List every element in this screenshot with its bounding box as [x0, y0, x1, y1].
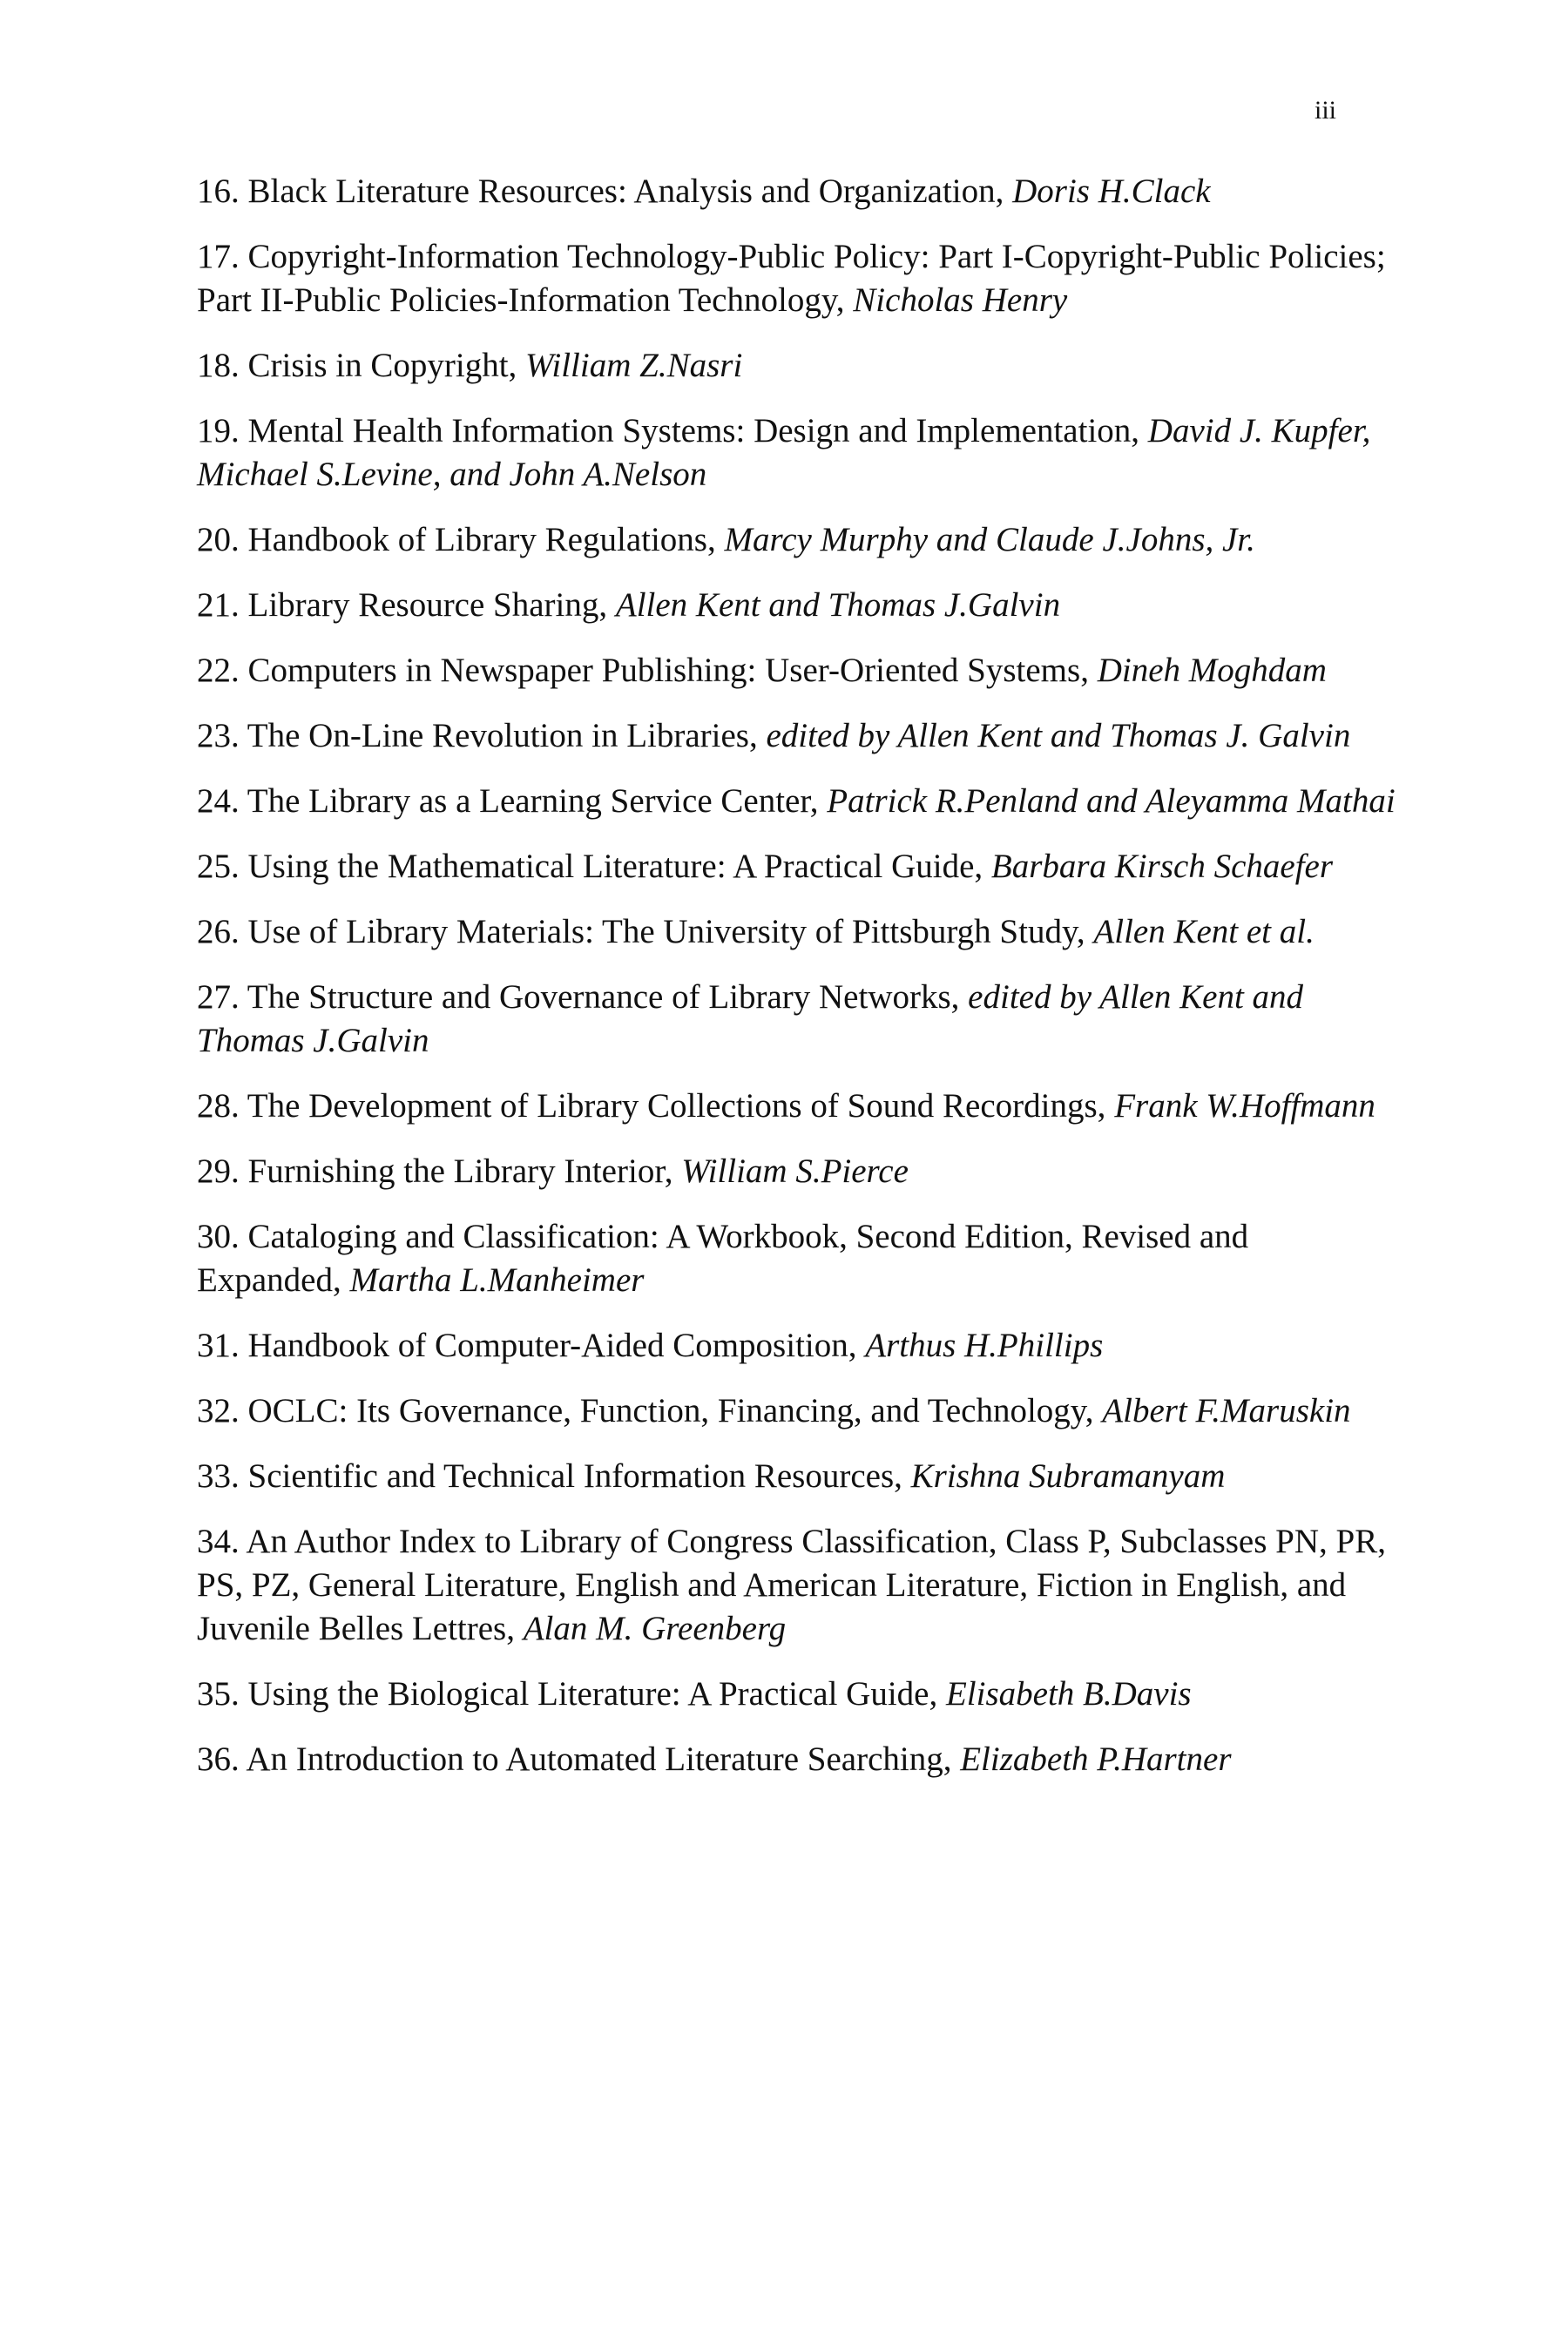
- series-entry-title: The Structure and Governance of Library Networks,: [247, 978, 960, 1016]
- series-entry-number: 35.: [197, 1675, 240, 1713]
- series-entry-title: Scientific and Technical Information Resources,: [247, 1457, 902, 1495]
- series-entry-author: edited by Allen Kent and Thomas J. Galvin: [766, 717, 1351, 754]
- series-entry-number: 30.: [197, 1218, 240, 1255]
- series-entry-number: 24.: [197, 782, 240, 820]
- series-entry-number: 22.: [197, 652, 240, 689]
- series-entry-title: Copyright-Information Technology-Public Policy: Part I-Copyright-Public Policies; Part II-Public Policies-Information Technology,: [197, 238, 1386, 319]
- series-entry-author: Elizabeth P.Hartner: [960, 1740, 1232, 1778]
- series-entry: [197, 780, 1399, 823]
- series-entry-title: Library Resource Sharing,: [247, 586, 608, 624]
- series-entry-title: Furnishing the Library Interior,: [247, 1152, 673, 1190]
- series-entry-title: The Development of Library Collections of Sound Recordings,: [247, 1087, 1106, 1125]
- series-entry-author: Patrick R.Penland and Aleyamma Mathai: [827, 782, 1396, 820]
- series-entry-author: William Z.Nasri: [525, 347, 743, 384]
- series-entry: [197, 1738, 1399, 1781]
- series-entry: [197, 1673, 1399, 1716]
- series-entry-number: 34.: [197, 1523, 240, 1560]
- series-entry: [197, 344, 1399, 388]
- series-entry-title: Computers in Newspaper Publishing: User-Oriented Systems,: [247, 652, 1089, 689]
- series-entry-title: An Introduction to Automated Literature Searching,: [246, 1740, 952, 1778]
- series-entry-title: Crisis in Copyright,: [247, 347, 517, 384]
- series-entry-title: Black Literature Resources: Analysis and Organization,: [247, 172, 1004, 210]
- series-entry-number: 21.: [197, 586, 240, 624]
- series-entry-number: 25.: [197, 848, 240, 885]
- series-entry-number: 33.: [197, 1457, 240, 1495]
- series-entry-number: 26.: [197, 913, 240, 950]
- series-entry-number: 28.: [197, 1087, 240, 1125]
- series-entry: [197, 1389, 1399, 1433]
- series-entry-number: 31.: [197, 1327, 240, 1364]
- series-entry-author: Barbara Kirsch Schaefer: [990, 848, 1334, 885]
- series-entry-author: Martha L.Manheimer: [349, 1261, 645, 1299]
- series-entry-author: Marcy Murphy and Claude J.Johns, Jr.: [724, 521, 1255, 558]
- series-entry-author: William S.Pierce: [681, 1152, 909, 1190]
- series-entry-author: David J. Kupfer, Michael S.Levine, and John A.Nelson: [197, 412, 1371, 493]
- series-entry-title: An Author Index to Library of Congress Classification, Class P, Subclasses PN, PR, PS, PZ, General Literature, English and American Literature, Fiction in English, and Juvenile Belles Lettres,: [197, 1523, 1386, 1647]
- series-entry-title: Handbook of Library Regulations,: [247, 521, 716, 558]
- series-entry-number: 19.: [197, 412, 240, 449]
- series-entry: [197, 649, 1399, 693]
- series-entry-title: Handbook of Computer-Aided Composition,: [247, 1327, 857, 1364]
- series-entry-number: 32.: [197, 1392, 240, 1429]
- series-entry-author: Krishna Subramanyam: [910, 1457, 1226, 1495]
- series-entry-author: edited by Allen Kent and Thomas J.Galvin: [197, 978, 1304, 1059]
- series-entry: [197, 235, 1399, 322]
- series-entry-author: Arthus H.Phillips: [865, 1327, 1104, 1364]
- series-entry-number: 36.: [197, 1740, 240, 1778]
- series-entry: [197, 170, 1399, 213]
- series-entry-number: 18.: [197, 347, 240, 384]
- series-entry: [197, 1520, 1399, 1651]
- series-entry-number: 20.: [197, 521, 240, 558]
- series-entry-author: Albert F.Maruskin: [1102, 1392, 1351, 1429]
- series-entry-author: Doris H.Clack: [1012, 172, 1211, 210]
- series-list: [197, 170, 1399, 1803]
- series-entry-title: OCLC: Its Governance, Function, Financing, and Technology,: [247, 1392, 1094, 1429]
- series-entry-title: Cataloging and Classification: A Workbook, Second Edition, Revised and Expanded,: [197, 1218, 1249, 1299]
- series-entry: [197, 1085, 1399, 1128]
- series-entry-title: Mental Health Information Systems: Design and Implementation,: [247, 412, 1140, 449]
- series-entry-author: Nicholas Henry: [853, 281, 1068, 319]
- series-entry: [197, 1150, 1399, 1193]
- series-entry-number: 29.: [197, 1152, 240, 1190]
- series-entry-number: 17.: [197, 238, 240, 275]
- series-entry-author: Dineh Moghdam: [1097, 652, 1327, 689]
- series-entry-title: The Library as a Learning Service Center,: [247, 782, 819, 820]
- series-entry: [197, 845, 1399, 889]
- series-entry-author: Allen Kent and Thomas J.Galvin: [615, 586, 1061, 624]
- page-number: iii: [1314, 96, 1336, 125]
- series-entry-number: 27.: [197, 978, 240, 1016]
- series-entry: [197, 1324, 1399, 1368]
- series-entry: [197, 714, 1399, 758]
- series-entry-title: The On-Line Revolution in Libraries,: [247, 717, 758, 754]
- series-entry: [197, 976, 1399, 1063]
- series-entry-title: Use of Library Materials: The University of Pittsburgh Study,: [247, 913, 1085, 950]
- series-entry-author: Frank W.Hoffmann: [1114, 1087, 1375, 1125]
- series-entry-author: Alan M. Greenberg: [523, 1610, 787, 1647]
- series-entry-number: 23.: [197, 717, 240, 754]
- series-entry: [197, 409, 1399, 497]
- series-entry: [197, 584, 1399, 627]
- series-entry: [197, 1455, 1399, 1498]
- series-entry-number: 16.: [197, 172, 240, 210]
- series-entry: [197, 1215, 1399, 1302]
- series-entry: [197, 910, 1399, 954]
- series-entry-author: Elisabeth B.Davis: [945, 1675, 1192, 1713]
- series-entry-author: Allen Kent et al.: [1093, 913, 1315, 950]
- series-entry-title: Using the Biological Literature: A Practical Guide,: [247, 1675, 938, 1713]
- series-entry-title: Using the Mathematical Literature: A Practical Guide,: [247, 848, 983, 885]
- series-entry: [197, 518, 1399, 562]
